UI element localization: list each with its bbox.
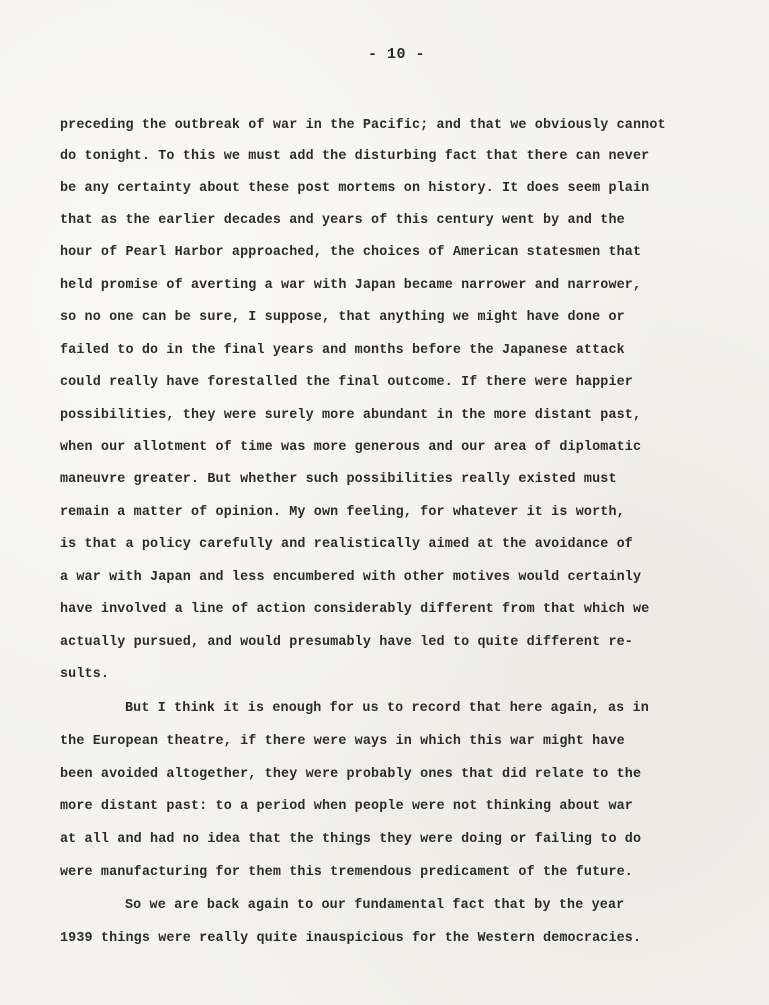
text-line: remain a matter of opinion. My own feeling, for whatever it is worth, — [60, 505, 625, 520]
text-line: were manufacturing for them this tremendous predicament of the future. — [60, 865, 633, 880]
text-line: be any certainty about these post mortems on history. It does seem plain — [60, 181, 650, 196]
text-line: so no one can be sure, I suppose, that anything we might have done or — [60, 310, 625, 325]
text-line: sults. — [60, 667, 110, 682]
text-line: could really have forestalled the final outcome. If there were happier — [60, 375, 633, 390]
text-line: been avoided altogether, they were probably ones that did relate to the — [60, 767, 642, 782]
text-line: actually pursued, and would presumably have led to quite different re- — [60, 635, 633, 650]
page-number: - 10 - — [367, 46, 425, 63]
text-line: more distant past: to a period when people were not thinking about war — [60, 799, 633, 814]
text-line: that as the earlier decades and years of this century went by and the — [60, 213, 625, 228]
text-line: So we are back again to our fundamental fact that by the year — [125, 898, 625, 913]
text-line: But I think it is enough for us to record that here again, as in — [125, 701, 649, 716]
text-line: preceding the outbreak of war in the Pacific; and that we obviously cannot — [60, 118, 666, 133]
text-line: do tonight. To this we must add the disturbing fact that there can never — [60, 149, 650, 164]
text-line: hour of Pearl Harbor approached, the choices of American statesmen that — [60, 245, 642, 260]
text-line: a war with Japan and less encumbered with other motives would certainly — [60, 570, 642, 585]
text-line: is that a policy carefully and realistically aimed at the avoidance of — [60, 537, 633, 552]
text-line: possibilities, they were surely more abundant in the more distant past, — [60, 408, 642, 423]
text-line: 1939 things were really quite inauspicious for the Western democracies. — [60, 931, 642, 946]
text-line: maneuvre greater. But whether such possibilities really existed must — [60, 472, 617, 487]
text-line: have involved a line of action considerably different from that which we — [60, 602, 650, 617]
text-line: the European theatre, if there were ways in which this war might have — [60, 734, 625, 749]
text-line: held promise of averting a war with Japan became narrower and narrower, — [60, 278, 642, 293]
text-line: failed to do in the final years and months before the Japanese attack — [60, 343, 625, 358]
text-line: at all and had no idea that the things they were doing or failing to do — [60, 832, 642, 847]
text-line: when our allotment of time was more generous and our area of diplomatic — [60, 440, 642, 455]
